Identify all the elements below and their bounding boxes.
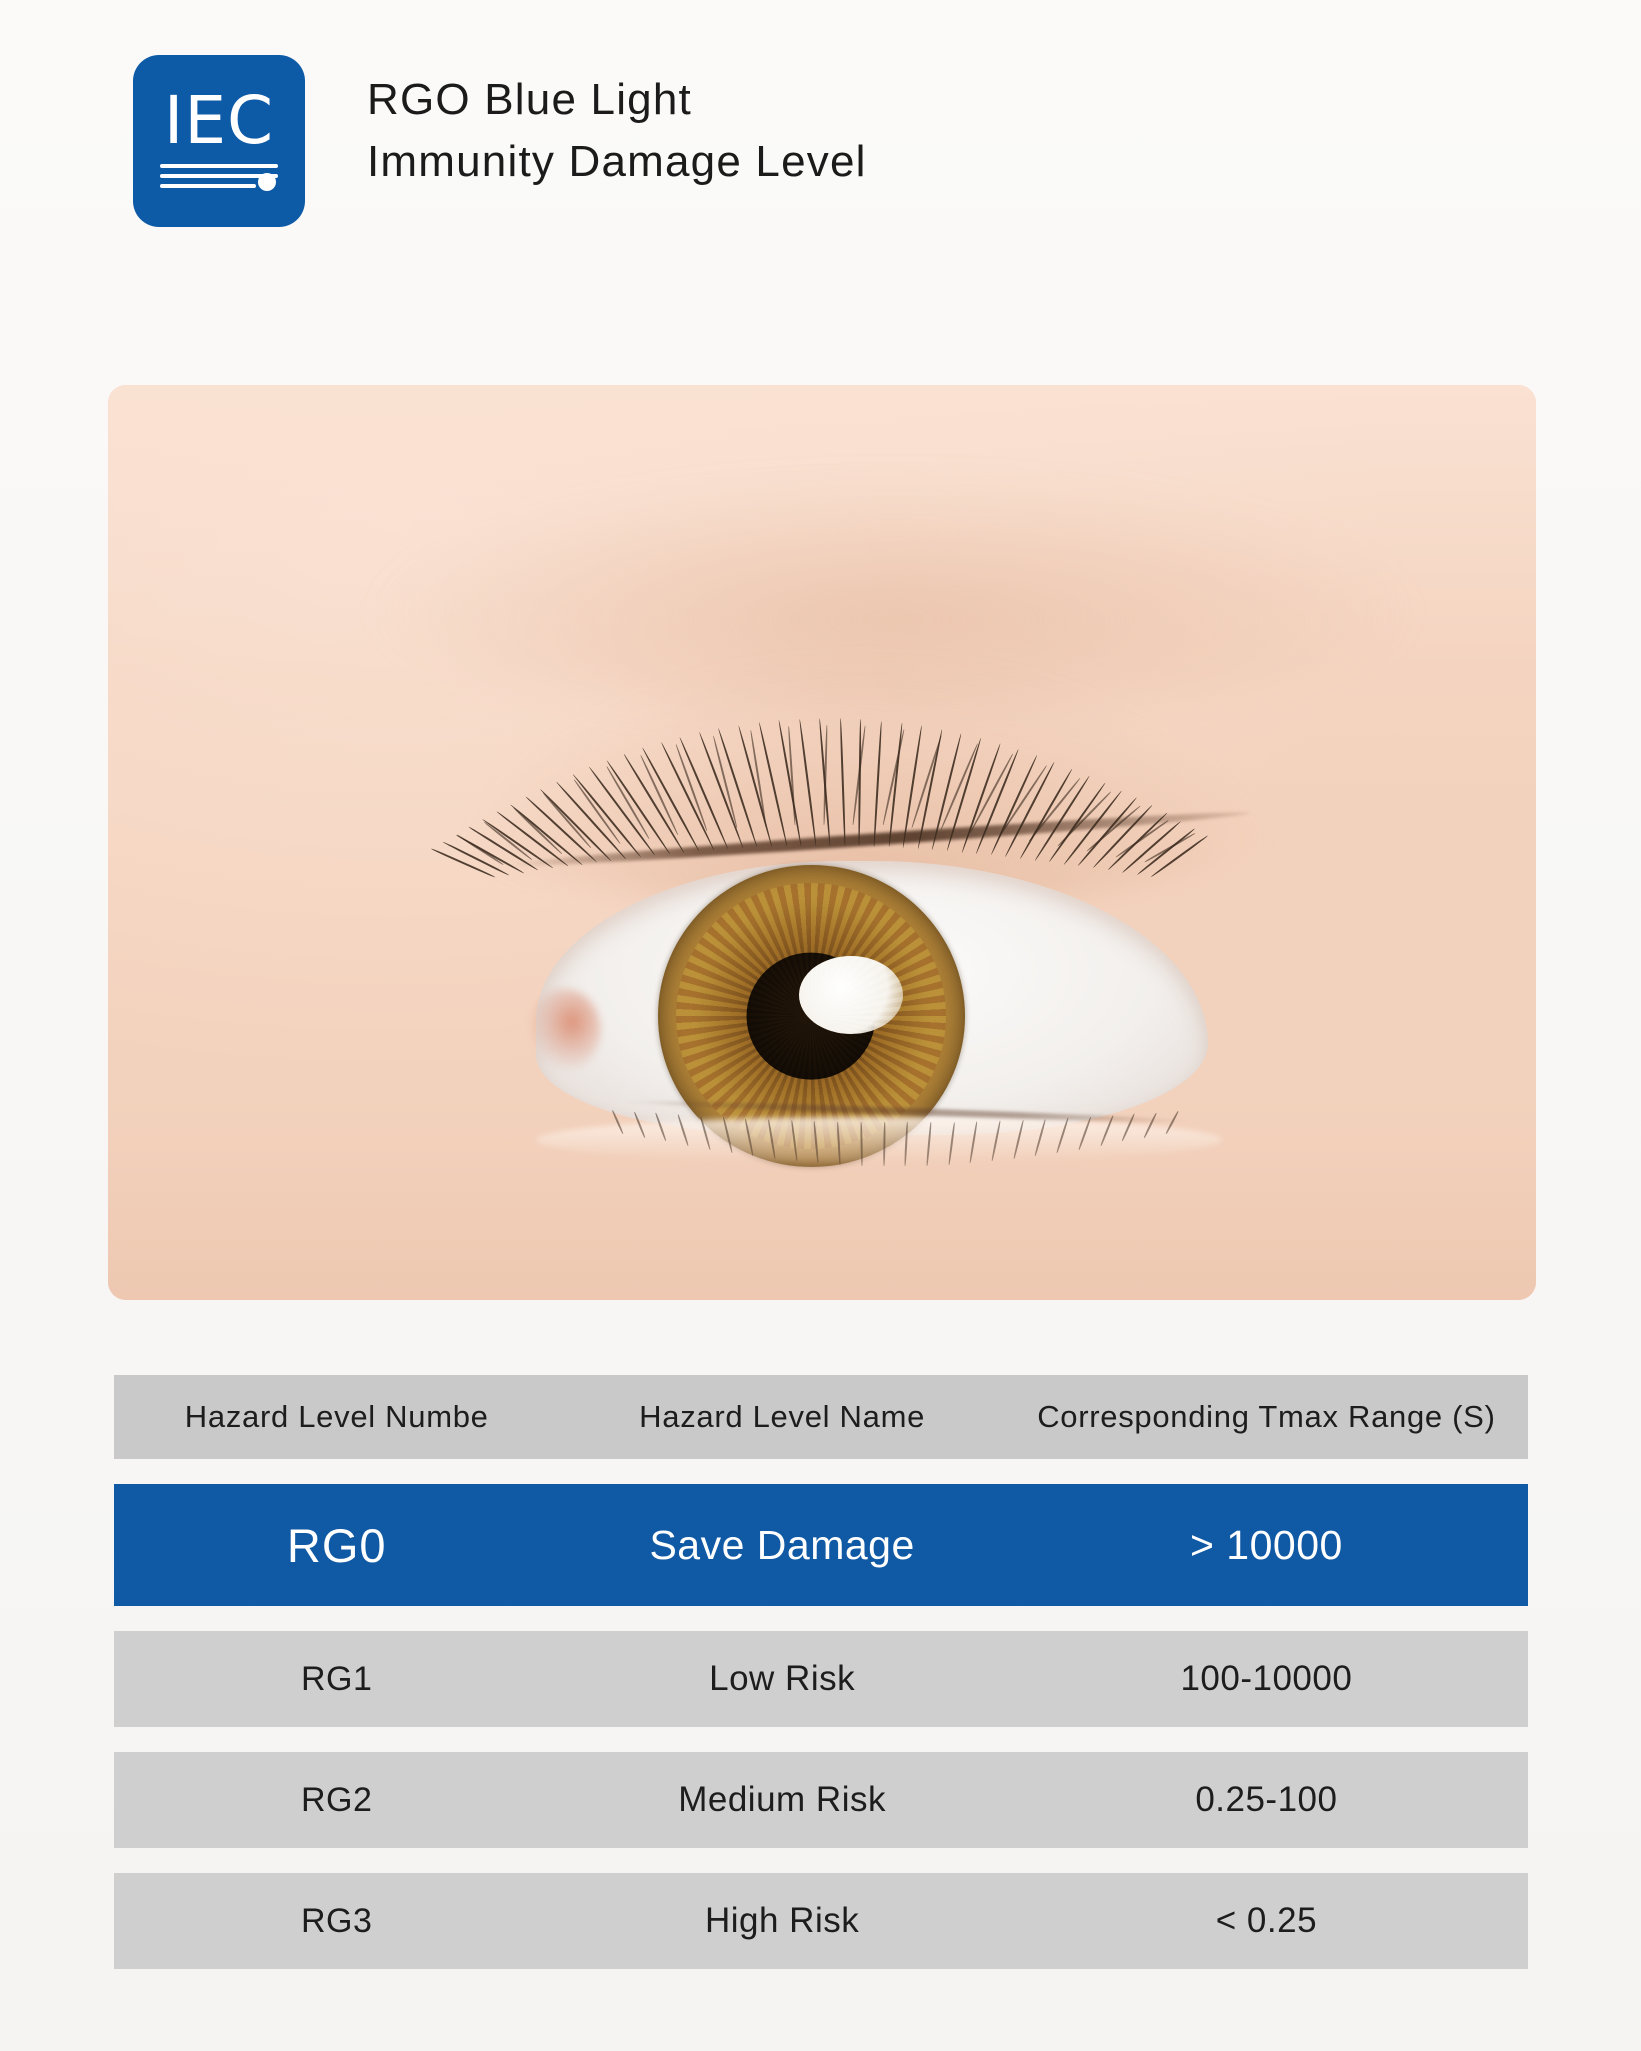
cell-hazard-name: Low Risk (709, 1659, 856, 1698)
cell-tmax-range: > 10000 (1189, 1521, 1343, 1568)
cell-hazard-number: RG1 (300, 1659, 373, 1698)
cell-hazard-number: RG2 (300, 1780, 373, 1819)
column-header-number: Hazard Level Numbe (184, 1399, 489, 1434)
hazard-level-table (114, 1375, 1528, 1994)
iec-logo-dot-icon (258, 173, 276, 191)
cell-hazard-name: High Risk (704, 1901, 860, 1940)
page-title (367, 55, 867, 194)
header (133, 55, 867, 227)
table-row (114, 1873, 1528, 1969)
table-row (114, 1484, 1528, 1606)
cell-tmax-range: 0.25-100 (1195, 1780, 1338, 1819)
cell-tmax-range: 100-10000 (1180, 1659, 1353, 1698)
iec-logo-lines-icon (160, 160, 278, 194)
page-title-line-1: RGO Blue Light (367, 75, 692, 124)
table-row (114, 1631, 1528, 1727)
column-header-name: Hazard Level Name (639, 1399, 926, 1434)
cheek-shading (108, 1099, 1536, 1300)
iec-logo (133, 55, 305, 227)
cell-hazard-name: Save Damage (649, 1521, 915, 1568)
page-title-line-2: Immunity Damage Level (367, 137, 867, 187)
cell-hazard-name: Medium Risk (678, 1780, 886, 1819)
close-up-human-eye-photo (108, 385, 1536, 1300)
cell-tmax-range: < 0.25 (1215, 1901, 1318, 1940)
table-row (114, 1752, 1528, 1848)
iec-logo-text: IEC (163, 82, 275, 159)
cell-hazard-number: RG0 (286, 1518, 387, 1572)
table-header-row (114, 1375, 1528, 1459)
column-header-range: Corresponding Tmax Range (S) (1037, 1399, 1496, 1434)
cell-hazard-number: RG3 (300, 1901, 373, 1940)
